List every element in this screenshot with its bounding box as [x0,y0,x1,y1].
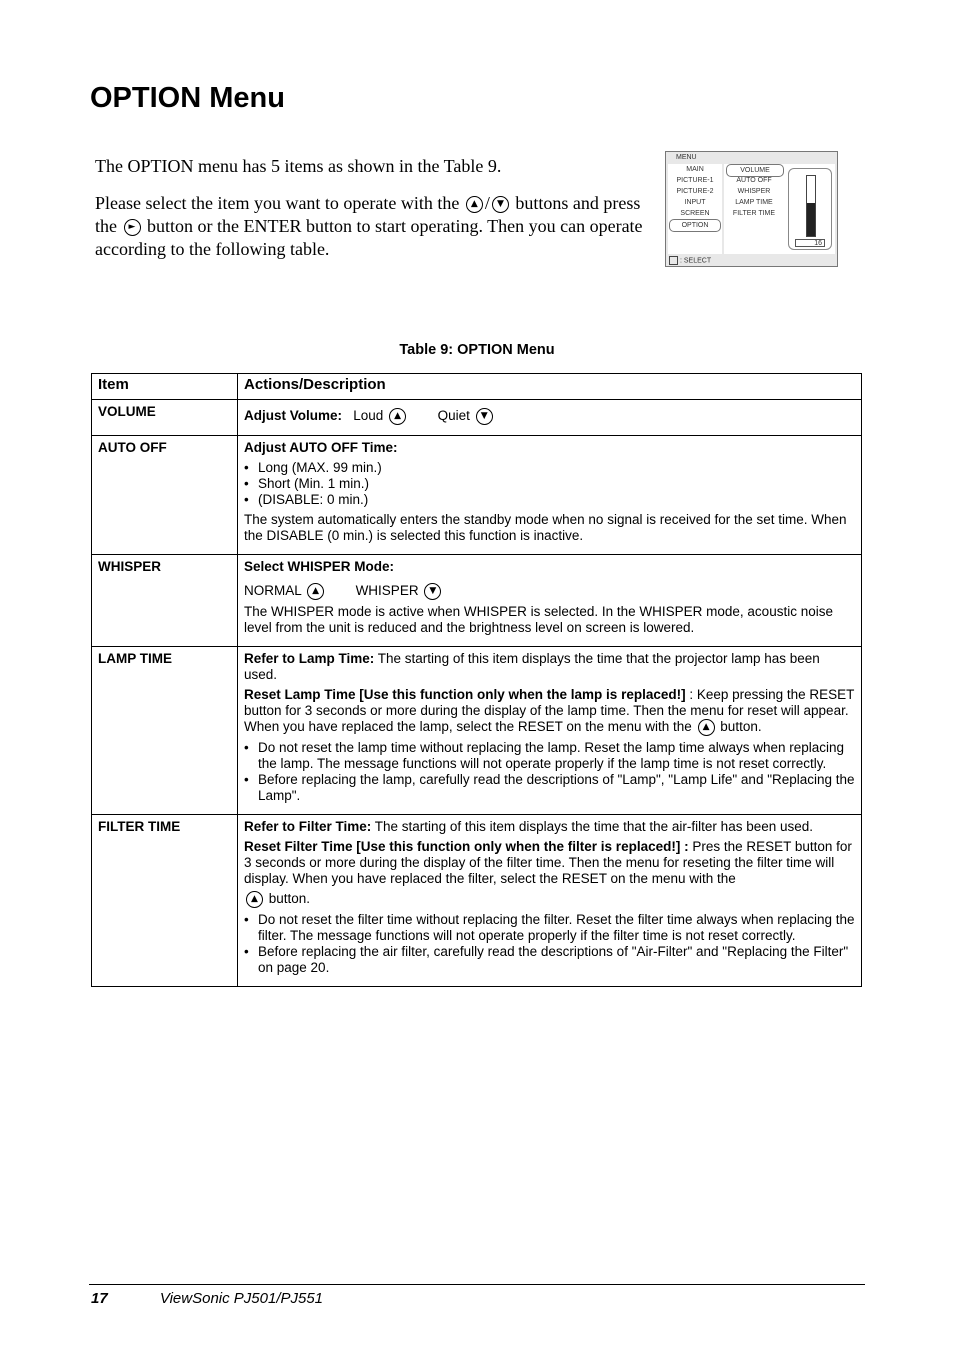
item-whisper: WHISPER [92,555,238,647]
whisper-normal-label: NORMAL [244,583,302,599]
intro-paragraph-1: The OPTION menu has 5 items as shown in the Table 9. [95,156,502,176]
up-button-icon: ▲ [389,408,406,425]
select-icon [669,256,678,265]
desc-lamp-time [238,647,862,815]
list-item: • Before replacing the lamp, carefully read the descriptions of "Lamp", "Lamp Life" and "Replacing the Lamp". [258,772,855,804]
list-item: • Long (MAX. 99 min.) [258,460,855,476]
menu-footer [669,256,711,265]
table-row-filter-time [92,815,862,987]
list-item: • (DISABLE: 0 min.) [258,492,855,508]
submenu-item-whisper: WHISPER [737,188,771,195]
volume-quiet-label: Quiet [437,408,470,424]
auto-off-heading: Adjust AUTO OFF Time: [244,440,398,455]
submenu-item-volume: VOLUME [726,164,784,177]
filter-refer-heading: Refer to Filter Time: [244,819,372,834]
menu-item-option: OPTION [669,219,721,232]
table-header-row [92,374,862,400]
whisper-whisper-label: WHISPER [355,583,419,599]
up-button-icon: ▲ [307,583,324,600]
auto-off-note: The system automatically enters the standby mode when no signal is received for the set time. When the DISABLE (0 min.) is selected this function is inactive. [244,512,847,543]
list-item: • Do not reset the lamp time without replacing the lamp. Reset the lamp time always when replacing the lamp. The message functions will not operate properly if the lamp time is not reset correctly. [258,740,855,772]
filter-refer-text: The starting of this item displays the time that the air-filter has been used. [371,819,814,834]
whisper-heading: Select WHISPER Mode: [244,559,395,574]
desc-auto-off [238,436,862,555]
menu-item-main: MAIN [686,166,704,173]
item-filter-time: FILTER TIME [92,815,238,987]
desc-whisper [238,555,862,647]
header-actions: Actions/Description [238,374,862,400]
option-menu-table [91,373,862,987]
intro-paragraph-2: Please select the item you want to operate with the ▲ / ▼ buttons and press the ► button or the ENTER button to start operating. Then you can operate according to the following table. [95,193,643,259]
menu-item-input: INPUT [684,199,706,206]
down-button-icon: ▼ [492,196,509,213]
page-number: 17 [91,1290,108,1307]
right-button-icon: ► [124,219,141,236]
footer-divider [89,1284,865,1285]
volume-heading: Adjust Volume: [244,408,343,424]
down-button-icon: ▼ [424,583,441,600]
menu-title: MENU [676,154,697,161]
desc-volume [238,400,862,436]
submenu-item-lamp-time: LAMP TIME [735,199,773,206]
list-item: • Short (Min. 1 min.) [258,476,855,492]
filter-reset-text: Pres the RESET button for 3 seconds or more during the display of the filter time. Then the menu for reseting the filter time will display. When you have replaced the filter, select the RESET on the menu with the [244,839,852,886]
menu-item-picture-1: PICTURE-1 [676,177,714,184]
page-footer [91,1290,323,1307]
volume-slider-value: 16 [795,239,825,247]
filter-notes-list [244,912,855,976]
whisper-note: The WHISPER mode is active when WHISPER is selected. In the WHISPER mode, acoustic noise level from the unit is reduced and the brightness level on screen is lowered. [244,604,833,635]
option-menu-screenshot [665,151,838,267]
item-volume: VOLUME [92,400,238,436]
item-lamp-time: LAMP TIME [92,647,238,815]
lamp-reset-end: button. [720,719,762,735]
menu-item-picture-2: PICTURE-2 [676,188,714,195]
header-item: Item [92,374,238,400]
table-row-whisper [92,555,862,647]
footer-product: ViewSonic PJ501/PJ551 [159,1290,324,1307]
menu-item-screen: SCREEN [680,210,710,217]
lamp-reset-heading: Reset Lamp Time [Use this function only when the lamp is replaced!] [244,687,686,702]
intro-text [95,155,643,275]
filter-reset-heading: Reset Filter Time [Use this function only when the filter is replaced!] : [244,839,689,854]
item-auto-off: AUTO OFF [92,436,238,555]
submenu-item-auto-off: AUTO OFF [736,177,772,184]
lamp-reset-text: : Keep pressing the RESET button for 3 seconds or more during the display of the lamp time. Then the menu for reset will appear. When you have replaced the lamp, select the RESET on the menu with the [244,687,855,735]
volume-slider-fill [807,203,815,236]
lamp-notes-list [244,740,855,804]
page-title: OPTION Menu [90,82,285,114]
table-row-auto-off [92,436,862,555]
intro-p2-middle: buttons and press the [95,193,641,236]
submenu-item-filter-time: FILTER TIME [732,210,776,217]
up-button-icon: ▲ [698,719,715,736]
volume-loud-label: Loud [353,408,384,424]
down-button-icon: ▼ [476,408,493,425]
menu-left-list [668,164,722,254]
menu-footer-label: : SELECT [680,257,712,265]
lamp-refer-text: The starting of this item displays the time that the projector lamp has been used. [244,651,820,682]
up-button-icon: ▲ [246,891,263,908]
list-item: • Before replacing the air filter, carefully read the descriptions of "Air-Filter" and "Replacing the Filter" on page 20. [258,944,855,976]
list-item: • Do not reset the filter time without replacing the filter. Reset the filter time always when replacing the filter. The message functions will not operate properly if the filter time is not reset correctly. [258,912,855,944]
table-caption: Table 9: OPTION Menu [399,342,555,358]
up-button-icon: ▲ [466,196,483,213]
intro-p2-end: button or the ENTER button to start operating. Then you can operate according to the following table. [95,216,643,259]
volume-slider [788,168,832,250]
desc-filter-time [238,815,862,987]
volume-slider-track [806,175,816,237]
menu-right-list [724,164,835,254]
lamp-refer-heading: Refer to Lamp Time: [244,651,375,666]
intro-p2-start: Please select the item you want to operate with the [95,193,460,213]
table-row-lamp-time [92,647,862,815]
table-row-volume [92,400,862,436]
filter-reset-end: button. [268,891,311,907]
auto-off-list [244,460,855,508]
